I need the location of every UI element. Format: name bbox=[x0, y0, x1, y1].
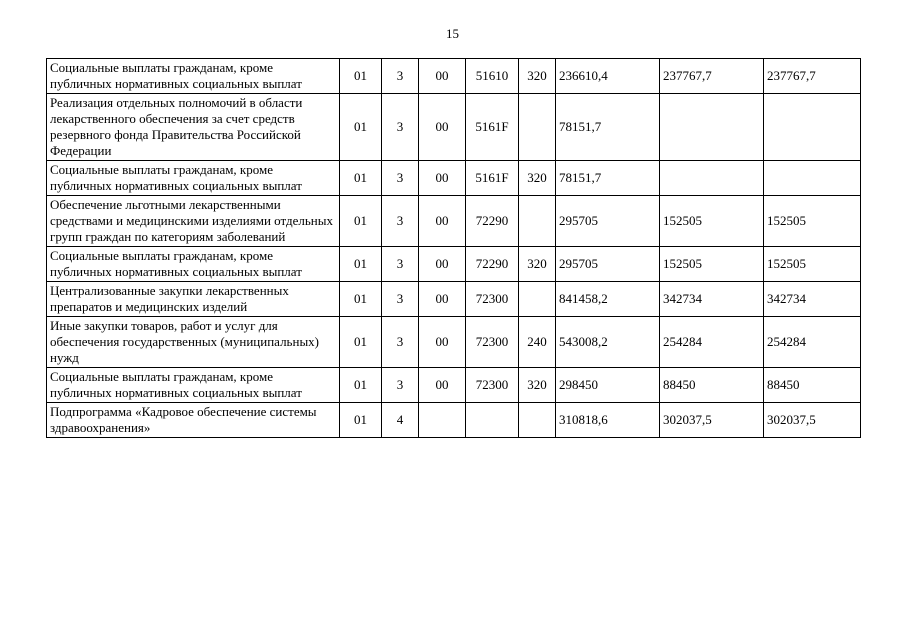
row-code-1: 01 bbox=[340, 59, 382, 94]
row-amount-3: 342734 bbox=[764, 282, 861, 317]
row-amount-1: 78151,7 bbox=[556, 161, 660, 196]
row-amount-1: 841458,2 bbox=[556, 282, 660, 317]
row-amount-3: 237767,7 bbox=[764, 59, 861, 94]
row-name: Иные закупки товаров, работ и услуг для обеспечения государственных (муниципальных) нужд bbox=[47, 317, 340, 368]
row-amount-2: 237767,7 bbox=[660, 59, 764, 94]
row-amount-2: 152505 bbox=[660, 247, 764, 282]
row-code-4: 72290 bbox=[466, 247, 519, 282]
row-code-1: 01 bbox=[340, 317, 382, 368]
table-row bbox=[47, 282, 861, 317]
row-code-2: 4 bbox=[382, 403, 419, 438]
row-name: Реализация отдельных полномочий в области лекарственного обеспечения за счет средств резервного фонда Правительства Российской Федерации bbox=[47, 94, 340, 161]
table-row bbox=[47, 94, 861, 161]
row-name: Подпрограмма «Кадровое обеспечение системы здравоохранения» bbox=[47, 403, 340, 438]
row-amount-3: 152505 bbox=[764, 196, 861, 247]
row-name: Социальные выплаты гражданам, кроме публичных нормативных социальных выплат bbox=[47, 247, 340, 282]
row-code-4: 72290 bbox=[466, 196, 519, 247]
row-amount-3: 302037,5 bbox=[764, 403, 861, 438]
row-amount-1: 236610,4 bbox=[556, 59, 660, 94]
row-code-5 bbox=[519, 196, 556, 247]
row-code-3 bbox=[419, 403, 466, 438]
row-code-5 bbox=[519, 403, 556, 438]
table-row bbox=[47, 59, 861, 94]
row-amount-1: 295705 bbox=[556, 196, 660, 247]
row-code-4: 5161F bbox=[466, 161, 519, 196]
row-amount-2 bbox=[660, 94, 764, 161]
row-amount-2 bbox=[660, 161, 764, 196]
row-code-3: 00 bbox=[419, 161, 466, 196]
row-code-2: 3 bbox=[382, 59, 419, 94]
row-code-1: 01 bbox=[340, 94, 382, 161]
row-amount-3: 254284 bbox=[764, 317, 861, 368]
row-code-5: 240 bbox=[519, 317, 556, 368]
row-name: Социальные выплаты гражданам, кроме публичных нормативных социальных выплат bbox=[47, 59, 340, 94]
row-code-1: 01 bbox=[340, 368, 382, 403]
row-code-5: 320 bbox=[519, 161, 556, 196]
row-code-2: 3 bbox=[382, 196, 419, 247]
row-name: Социальные выплаты гражданам, кроме публичных нормативных социальных выплат bbox=[47, 368, 340, 403]
row-code-4 bbox=[466, 403, 519, 438]
budget-table bbox=[46, 58, 861, 438]
row-amount-3: 152505 bbox=[764, 247, 861, 282]
row-amount-1: 543008,2 bbox=[556, 317, 660, 368]
row-amount-3: 88450 bbox=[764, 368, 861, 403]
row-amount-2: 302037,5 bbox=[660, 403, 764, 438]
row-code-5 bbox=[519, 94, 556, 161]
row-amount-2: 152505 bbox=[660, 196, 764, 247]
row-code-1: 01 bbox=[340, 403, 382, 438]
row-code-1: 01 bbox=[340, 247, 382, 282]
row-amount-1: 295705 bbox=[556, 247, 660, 282]
row-code-4: 5161F bbox=[466, 94, 519, 161]
table-row bbox=[47, 196, 861, 247]
row-code-2: 3 bbox=[382, 94, 419, 161]
row-name: Обеспечение льготными лекарственными средствами и медицинскими изделиями отдельных групп граждан по категориям заболеваний bbox=[47, 196, 340, 247]
row-code-2: 3 bbox=[382, 282, 419, 317]
row-code-3: 00 bbox=[419, 317, 466, 368]
row-amount-3 bbox=[764, 94, 861, 161]
row-code-5: 320 bbox=[519, 247, 556, 282]
table-row bbox=[47, 161, 861, 196]
row-code-1: 01 bbox=[340, 161, 382, 196]
row-code-3: 00 bbox=[419, 59, 466, 94]
table-row bbox=[47, 368, 861, 403]
row-code-5 bbox=[519, 282, 556, 317]
row-amount-2: 342734 bbox=[660, 282, 764, 317]
row-code-2: 3 bbox=[382, 317, 419, 368]
table-body bbox=[47, 59, 861, 438]
row-amount-1: 310818,6 bbox=[556, 403, 660, 438]
row-code-1: 01 bbox=[340, 196, 382, 247]
row-code-4: 72300 bbox=[466, 368, 519, 403]
row-code-5: 320 bbox=[519, 368, 556, 403]
row-amount-2: 254284 bbox=[660, 317, 764, 368]
row-name: Социальные выплаты гражданам, кроме публичных нормативных социальных выплат bbox=[47, 161, 340, 196]
row-code-1: 01 bbox=[340, 282, 382, 317]
row-code-4: 72300 bbox=[466, 317, 519, 368]
row-amount-2: 88450 bbox=[660, 368, 764, 403]
row-code-3: 00 bbox=[419, 368, 466, 403]
row-code-4: 72300 bbox=[466, 282, 519, 317]
page-number: 15 bbox=[446, 26, 459, 41]
row-name: Централизованные закупки лекарственных препаратов и медицинских изделий bbox=[47, 282, 340, 317]
row-code-2: 3 bbox=[382, 161, 419, 196]
row-amount-1: 298450 bbox=[556, 368, 660, 403]
row-code-2: 3 bbox=[382, 247, 419, 282]
table-row bbox=[47, 247, 861, 282]
row-code-3: 00 bbox=[419, 282, 466, 317]
row-code-3: 00 bbox=[419, 94, 466, 161]
row-amount-3 bbox=[764, 161, 861, 196]
table-row bbox=[47, 403, 861, 438]
table-row bbox=[47, 317, 861, 368]
row-code-5: 320 bbox=[519, 59, 556, 94]
row-code-3: 00 bbox=[419, 247, 466, 282]
row-code-4: 51610 bbox=[466, 59, 519, 94]
row-amount-1: 78151,7 bbox=[556, 94, 660, 161]
row-code-2: 3 bbox=[382, 368, 419, 403]
row-code-3: 00 bbox=[419, 196, 466, 247]
